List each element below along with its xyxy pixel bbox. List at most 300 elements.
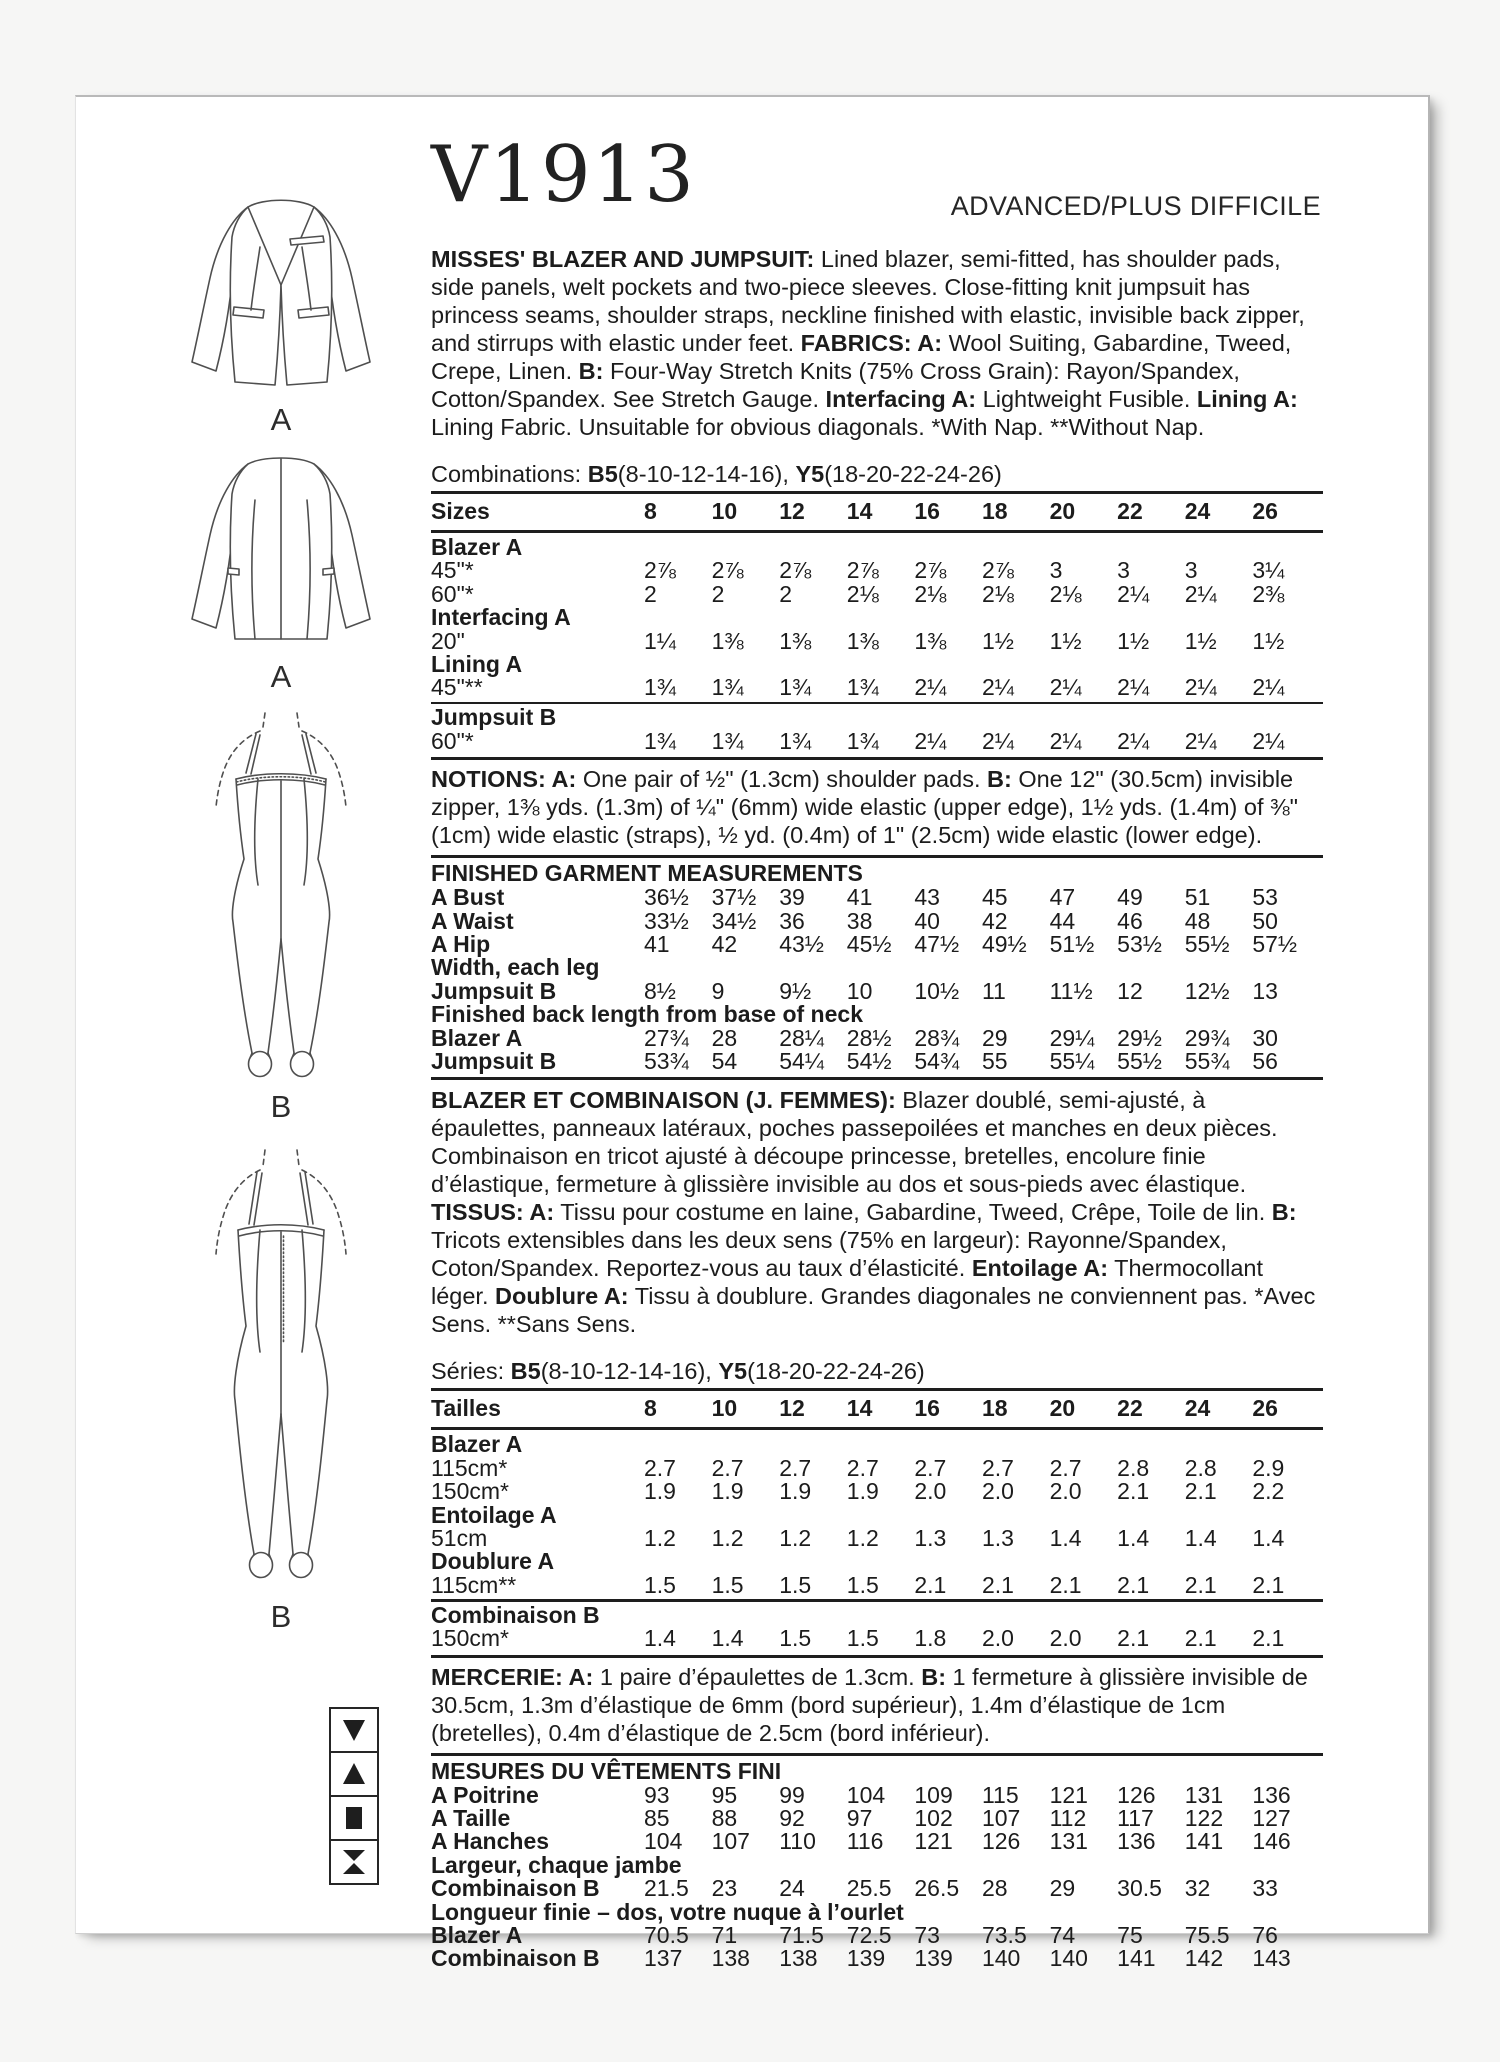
table-cell: 1¾: [846, 674, 879, 701]
table-cell: 97: [846, 1804, 873, 1831]
table-cell: 115cm*: [431, 1454, 508, 1481]
table-cell: 74: [1049, 1922, 1076, 1948]
table-cell: 2¼: [1049, 727, 1082, 754]
table-cell: 131: [1184, 1781, 1224, 1808]
table-cell: 2: [779, 580, 792, 607]
table-cell: 24: [779, 1875, 805, 1902]
table-cell: 45: [981, 884, 1008, 911]
table-row: [431, 580, 1323, 607]
table-row: [431, 1550, 1323, 1573]
table-cell: 1.9: [711, 1478, 744, 1505]
table-cell: 1⅜: [779, 627, 812, 654]
square-icon: [331, 1795, 377, 1839]
table-cell: 1⅜: [914, 627, 947, 654]
table-cell: Longueur finie – dos, votre nuque à l’ourlet: [431, 1898, 904, 1925]
table-cell: 53: [1252, 884, 1278, 911]
table-cell: 50: [1252, 907, 1278, 934]
divider: [431, 757, 1323, 760]
table-cell: 2¼: [981, 674, 1014, 701]
blazer-back-view-label: A: [270, 659, 292, 694]
table-cell: A Bust: [431, 884, 505, 911]
table-cell: 1.2: [846, 1525, 879, 1552]
table-cell: 1.4: [711, 1625, 744, 1652]
table-cell: 1.2: [779, 1525, 812, 1552]
table-cell: 137: [644, 1945, 683, 1972]
size-symbol-strip: [329, 1707, 379, 1885]
table-row: [431, 706, 1323, 729]
table-cell: 1.5: [779, 1571, 812, 1598]
yardage-table-french: [431, 1394, 1323, 1650]
table-cell: 55¼: [1049, 1048, 1095, 1074]
table-cell: 2.7: [914, 1454, 947, 1481]
divider: [431, 702, 1323, 705]
table-cell: 140: [981, 1945, 1021, 1972]
table-cell: 88: [711, 1804, 738, 1831]
table-cell: Width, each leg: [431, 954, 600, 981]
table-cell: 73.5: [981, 1922, 1027, 1948]
table-cell: 10½: [914, 977, 960, 1004]
table-cell: Blazer A: [431, 534, 523, 560]
table-cell: 53½: [1117, 930, 1162, 957]
table-cell: 92: [779, 1804, 805, 1831]
table-cell: 54: [711, 1048, 738, 1074]
triangle-down-icon: [331, 1709, 377, 1751]
table-cell: 121: [1049, 1781, 1088, 1808]
jumpsuit-front-view-label: B: [270, 1089, 292, 1124]
table-cell: 8: [644, 1395, 657, 1422]
table-cell: 44: [1049, 907, 1076, 934]
table-cell: 2⅞: [914, 557, 947, 584]
table-cell: 2⅜: [1252, 580, 1285, 607]
table-cell: Largeur, chaque jambe: [431, 1851, 682, 1878]
table-cell: 2.1: [1117, 1625, 1150, 1652]
table-cell: 2⅛: [914, 580, 947, 607]
divider: [431, 1753, 1323, 1756]
table-cell: 126: [981, 1828, 1021, 1855]
table-cell: 71: [711, 1922, 738, 1948]
table-cell: 3: [1117, 557, 1130, 584]
table-row: [431, 1480, 1323, 1503]
table-cell: Jumpsuit B: [431, 977, 557, 1004]
table-cell: 36½: [644, 884, 689, 911]
finished-measurements-table-english: [431, 861, 1323, 1073]
table-cell: 14: [846, 498, 873, 524]
table-cell: 1⅜: [846, 627, 879, 654]
description-english: MISSES' BLAZER AND JUMPSUIT: Lined blazer, semi-fitted, has shoulder pads, side panels, welt pockets and two-piece sleeves. Close-fitting knit jumpsuit has princess seams, shoulder straps, neckline finished with elastic, invisible back zipper, and stirrups with elastic under feet. FABRICS: A: Wool Suiting, Gabardine, Tweed, Crepe, Linen. B: Four-Way Stretch Knits (75% Cross Grain): Rayon/Spandex, Cotton/Spandex. See Stretch Gauge. Interfacing A: Lightweight Fusible. Lining A: Lining Fabric. Unsuitable for obvious diagonals. *With Nap. **Without Nap.: [431, 246, 1305, 440]
table-cell: 28½: [846, 1024, 892, 1051]
table-row: [431, 1501, 1323, 1528]
table-cell: A Hip: [431, 930, 491, 957]
table-cell: 1¾: [779, 674, 812, 701]
table-cell: 10: [711, 498, 738, 524]
table-cell: 26: [1252, 498, 1278, 524]
table-cell: 10: [711, 1395, 738, 1422]
table-cell: 1¼: [644, 627, 676, 654]
table-cell: 75: [1117, 1922, 1143, 1948]
table-cell: 136: [1117, 1828, 1156, 1855]
table-cell: 1.4: [1117, 1525, 1150, 1552]
table-cell: 29: [1049, 1875, 1076, 1902]
table-row: [431, 1851, 1323, 1878]
table-cell: 104: [644, 1828, 683, 1855]
table-cell: 53¾: [644, 1048, 689, 1074]
table-cell: 1.2: [644, 1525, 676, 1552]
table-cell: 2¼: [914, 674, 947, 701]
table-row: [431, 956, 1323, 979]
table-cell: Finished back length from base of neck: [431, 1001, 863, 1028]
table-cell: 20: [1049, 1395, 1076, 1422]
table-cell: 18: [981, 498, 1008, 524]
table-cell: 126: [1117, 1781, 1156, 1808]
table-cell: 1¾: [779, 727, 812, 754]
table-cell: 109: [914, 1781, 953, 1808]
table-cell: 1.3: [914, 1525, 947, 1552]
table-row: [431, 1050, 1323, 1073]
table-cell: 2.0: [1049, 1478, 1082, 1505]
table-cell: 2.8: [1117, 1454, 1150, 1481]
title-row: [431, 130, 1323, 237]
table-cell: 39: [779, 884, 805, 911]
table-cell: 2: [711, 580, 725, 607]
table-cell: 1¾: [711, 727, 744, 754]
table-cell: 2.1: [1117, 1478, 1150, 1505]
table-cell: 27¾: [644, 1024, 689, 1051]
table-row: [431, 1394, 1323, 1423]
table-cell: 54½: [846, 1048, 892, 1074]
table-cell: 54¼: [779, 1048, 824, 1074]
table-cell: 73: [914, 1922, 940, 1948]
table-cell: 45"**: [431, 674, 483, 701]
table-cell: 1¾: [846, 727, 879, 754]
table-row: [431, 1601, 1323, 1628]
table-cell: 43: [914, 884, 940, 911]
table-cell: 46: [1117, 907, 1143, 934]
table-cell: 115: [981, 1781, 1019, 1808]
table-cell: 1.9: [779, 1478, 812, 1505]
table-cell: 2⅛: [1049, 580, 1082, 607]
table-cell: 3¼: [1252, 557, 1285, 584]
table-cell: 2¼: [1117, 580, 1150, 607]
table-cell: 127: [1252, 1804, 1291, 1831]
mercerie-paragraph: MERCERIE: A: 1 paire d’épaulettes de 1.3cm. B: 1 fermeture à glissière invisible de 30.5cm, 1.3m d’élastique de 6mm (bord supérieur), 1.4m d’élastique de 1cm (bretelles), 0.4m d’élastique de 2.5cm (bord inférieur).: [431, 1663, 1308, 1746]
table-cell: 41: [644, 930, 670, 957]
table-row: [431, 1898, 1323, 1925]
divider: [431, 491, 1323, 494]
table-cell: 2¼: [1117, 727, 1150, 754]
table-cell: 76: [1252, 1922, 1278, 1948]
table-row: [431, 497, 1323, 526]
table-cell: 37½: [711, 884, 757, 911]
table-cell: Jumpsuit B: [431, 704, 557, 731]
table-cell: 29¼: [1049, 1024, 1095, 1051]
table-cell: 12: [779, 1395, 805, 1422]
table-cell: 104: [846, 1781, 886, 1808]
table-cell: 41: [846, 884, 873, 911]
table-cell: 38: [846, 907, 873, 934]
divider: [431, 1388, 1323, 1391]
table-cell: 142: [1184, 1945, 1224, 1972]
table-cell: 112: [1049, 1804, 1087, 1831]
table-cell: 2¼: [1252, 674, 1285, 701]
table-cell: 16: [914, 1395, 940, 1422]
table-cell: Jumpsuit B: [431, 1048, 557, 1074]
table-cell: 60"*: [431, 727, 474, 754]
table-cell: 23: [711, 1875, 738, 1902]
jumpsuit-back-view-label: B: [270, 1599, 292, 1634]
table-cell: 1¾: [644, 727, 676, 754]
yardage-table-english: [431, 497, 1323, 753]
table-cell: 75.5: [1184, 1922, 1230, 1948]
table-row: [431, 1003, 1323, 1026]
table-row: [431, 676, 1323, 699]
table-cell: 3: [1049, 557, 1063, 584]
table-cell: 55½: [1184, 930, 1230, 957]
table-cell: 49½: [981, 930, 1027, 957]
table-cell: 29¾: [1184, 1024, 1230, 1051]
table-cell: 70.5: [644, 1922, 689, 1948]
series-line: Séries: B5(8-10-12-14-16), Y5(18-20-22-24-26): [431, 1358, 925, 1385]
table-cell: Doublure A: [431, 1548, 555, 1575]
blazer-front-drawing: [171, 185, 391, 400]
table-cell: 24: [1184, 498, 1211, 524]
table-cell: 2¼: [1184, 727, 1217, 754]
table-row: [431, 606, 1323, 629]
table-row: [431, 1571, 1323, 1598]
table-cell: 55: [981, 1048, 1008, 1074]
table-cell: 2¼: [914, 727, 947, 754]
table-cell: 45½: [846, 930, 892, 957]
combinations-line: Combinations: B5(8-10-12-14-16), Y5(18-20-22-24-26): [431, 461, 1002, 487]
table-cell: 11: [981, 977, 1006, 1004]
table-cell: 1.4: [1184, 1525, 1217, 1552]
table-cell: 9: [711, 977, 725, 1004]
table-cell: 2.1: [1252, 1625, 1285, 1652]
table-cell: 1⅜: [711, 627, 744, 654]
description-french: BLAZER ET COMBINAISON (J. FEMMES): Blazer doublé, semi-ajusté, à épaulettes, panneaux latéraux, poches passepoilées et manches en deux pièces. Combinaison en tricot ajusté à découpe princesse, bretelles, encolure finie d’élastique, fermeture à glissière invisible au dos et sous-pieds avec élastique. TISSUS: A: Tissu pour costume en laine, Gabardine, Tweed, Crêpe, Toile de lin. B: Tricots extensibles dans les deux sens (75% en largeur): Rayonne/Spandex, Coton/Spandex. Reportez-vous au taux d’élasticité. Entoilage A: Thermocollant léger. Doublure A: Tissu à doublure. Grandes diagonales ne conviennent pas. *Avec Sens. **Sans Sens.: [431, 1087, 1316, 1338]
table-cell: Entoilage A: [431, 1501, 557, 1528]
table-cell: 48: [1184, 907, 1211, 934]
table-cell: 55¾: [1184, 1048, 1230, 1074]
table-cell: 115cm**: [431, 1571, 517, 1598]
jumpsuit-back-drawing: [181, 1142, 381, 1582]
triangle-up-icon: [331, 1751, 377, 1795]
table-cell: A Poitrine: [431, 1781, 539, 1808]
table-cell: 28: [711, 1024, 738, 1051]
table-cell: 28¾: [914, 1024, 960, 1051]
pattern-number: V1913: [431, 130, 696, 220]
table-cell: 1.8: [914, 1625, 947, 1652]
table-heading: MESURES DU VÊTEMENTS FINI: [431, 1757, 782, 1784]
table-cell: 1½: [1117, 627, 1150, 654]
table-cell: 2.2: [1252, 1478, 1285, 1505]
table-row: [431, 727, 1323, 754]
table-cell: 43½: [779, 930, 824, 957]
table-cell: 12: [1117, 977, 1143, 1004]
table-row: [431, 930, 1323, 957]
table-cell: 72.5: [846, 1922, 892, 1948]
table-cell: 26.5: [914, 1875, 960, 1902]
table-cell: 45"*: [431, 557, 474, 584]
table-cell: 29½: [1117, 1024, 1162, 1051]
table-cell: 2⅛: [846, 580, 879, 607]
table-row: [431, 907, 1323, 934]
table-cell: 140: [1049, 1945, 1088, 1972]
table-row: [431, 536, 1323, 559]
table-cell: 54¾: [914, 1048, 960, 1074]
table-row: [431, 977, 1323, 1004]
table-cell: 2¼: [1184, 580, 1217, 607]
table-cell: 8½: [644, 977, 676, 1004]
table-cell: A Waist: [431, 907, 514, 934]
table-cell: 18: [981, 1395, 1008, 1422]
divider: [431, 530, 1323, 533]
table-row: [431, 1781, 1323, 1808]
table-cell: 21.5: [644, 1875, 689, 1902]
table-cell: 1¾: [644, 674, 676, 701]
table-cell: 26: [1252, 1395, 1278, 1422]
table-cell: 1.2: [711, 1525, 744, 1552]
table-cell: 2¼: [981, 727, 1014, 754]
table-cell: 57½: [1252, 930, 1298, 957]
table-cell: 2⅞: [846, 557, 879, 584]
table-cell: 20: [1049, 498, 1076, 524]
table-cell: 1.5: [846, 1571, 879, 1598]
table-cell: 51½: [1049, 930, 1095, 957]
table-cell: 146: [1252, 1828, 1291, 1855]
table-cell: 2.7: [981, 1454, 1014, 1481]
table-cell: 1.5: [779, 1625, 812, 1652]
table-cell: Interfacing A: [431, 604, 571, 631]
divider: [431, 1427, 1323, 1430]
table-cell: Lining A: [431, 651, 523, 678]
blazer-back-drawing: [171, 442, 391, 657]
table-cell: 12½: [1184, 977, 1230, 1004]
table-cell: 150cm*: [431, 1478, 509, 1505]
table-row: [431, 1877, 1323, 1900]
table-cell: 14: [846, 1395, 873, 1422]
table-row: [431, 886, 1323, 909]
table-cell: 9½: [779, 977, 812, 1004]
table-cell: 1.5: [711, 1571, 744, 1598]
table-row: [431, 1924, 1323, 1947]
table-cell: 42: [711, 930, 738, 957]
table-cell: 33½: [644, 907, 689, 934]
table-cell: Sizes: [431, 498, 490, 524]
envelope-text-column: [431, 130, 1323, 1972]
table-cell: 141: [1117, 1945, 1156, 1972]
table-cell: 150cm*: [431, 1625, 509, 1652]
table-cell: 122: [1184, 1804, 1224, 1831]
table-cell: 30.5: [1117, 1875, 1162, 1902]
table-row: [431, 1830, 1323, 1853]
table-cell: 22: [1117, 1395, 1143, 1422]
table-row: [431, 559, 1323, 582]
table-cell: 28¼: [779, 1024, 824, 1051]
table-cell: 1½: [1252, 627, 1285, 654]
table-row: [431, 1433, 1323, 1456]
table-cell: 1.5: [644, 1571, 676, 1598]
divider: [431, 1077, 1323, 1080]
table-cell: 55½: [1117, 1048, 1162, 1074]
table-cell: 1¾: [711, 674, 744, 701]
table-cell: 1.9: [846, 1478, 879, 1505]
table-cell: 12: [779, 498, 805, 524]
table-cell: 110: [779, 1828, 816, 1855]
table-cell: 10: [846, 977, 873, 1004]
table-cell: 2⅞: [981, 557, 1014, 584]
table-cell: 33: [1252, 1875, 1278, 1902]
table-cell: 2¼: [1117, 674, 1150, 701]
table-cell: 1.4: [644, 1625, 676, 1652]
table-cell: 42: [981, 907, 1008, 934]
finished-measurements-table-french: [431, 1759, 1323, 1971]
table-cell: 131: [1049, 1828, 1088, 1855]
table-cell: Combinaison B: [431, 1945, 600, 1972]
table-cell: Blazer A: [431, 1431, 523, 1458]
table-cell: 2¼: [1252, 727, 1285, 754]
blazer-front-view-label: A: [270, 402, 292, 437]
table-cell: 71.5: [779, 1922, 824, 1948]
table-cell: 2.1: [1184, 1478, 1217, 1505]
table-cell: 2¼: [1049, 674, 1082, 701]
table-cell: 2.1: [981, 1571, 1014, 1598]
table-cell: 2.7: [846, 1454, 879, 1481]
table-cell: 2.0: [981, 1625, 1014, 1652]
table-cell: 1½: [981, 627, 1014, 654]
table-cell: 141: [1184, 1828, 1224, 1855]
table-cell: 2¼: [1184, 674, 1217, 701]
table-cell: 138: [711, 1945, 750, 1972]
table-cell: 2⅞: [711, 557, 744, 584]
table-cell: 51cm: [431, 1525, 488, 1552]
notions-paragraph: NOTIONS: A: One pair of ½" (1.3cm) shoulder pads. B: One 12" (30.5cm) invisible zipper, 1⅜ yds. (1.3m) of ¼" (6mm) wide elastic (upper edge), 1½ yds. (1.4m) of ⅜" (1cm) wide elastic (straps), ½ yd. (0.4m) of 1" (2.5cm) wide elastic (lower edge).: [431, 766, 1298, 849]
table-cell: 20": [431, 627, 465, 654]
jumpsuit-front-drawing: [181, 707, 381, 1079]
table-row: [431, 1947, 1323, 1970]
table-cell: 56: [1252, 1048, 1278, 1074]
table-cell: 28: [981, 1875, 1008, 1902]
table-cell: 2.1: [1049, 1571, 1082, 1598]
hourglass-icon: [331, 1839, 377, 1883]
table-cell: 3: [1184, 557, 1198, 584]
table-cell: 1.4: [1252, 1525, 1285, 1552]
table-cell: 1½: [1049, 627, 1082, 654]
table-row: [431, 627, 1323, 654]
table-cell: 24: [1184, 1395, 1211, 1422]
table-cell: 2.7: [644, 1454, 676, 1481]
table-cell: 2.1: [914, 1571, 947, 1598]
table-cell: 102: [914, 1804, 953, 1831]
divider: [431, 1655, 1323, 1658]
table-cell: 1.5: [846, 1625, 879, 1652]
table-row: [431, 1627, 1323, 1650]
table-cell: 2⅛: [981, 580, 1014, 607]
table-cell: Blazer A: [431, 1922, 523, 1948]
table-cell: 1½: [1184, 627, 1217, 654]
table-row: [431, 1454, 1323, 1481]
table-cell: 29: [981, 1024, 1008, 1051]
table-cell: 8: [644, 498, 657, 524]
table-cell: 1.3: [981, 1525, 1014, 1552]
table-cell: 2.9: [1252, 1454, 1285, 1481]
table-cell: 143: [1252, 1945, 1291, 1972]
table-cell: 2: [644, 580, 657, 607]
table-cell: 47: [1049, 884, 1076, 911]
table-cell: 116: [846, 1828, 884, 1855]
table-cell: 93: [644, 1781, 670, 1808]
table-cell: 2.7: [1049, 1454, 1082, 1481]
table-cell: 2.1: [1184, 1625, 1217, 1652]
